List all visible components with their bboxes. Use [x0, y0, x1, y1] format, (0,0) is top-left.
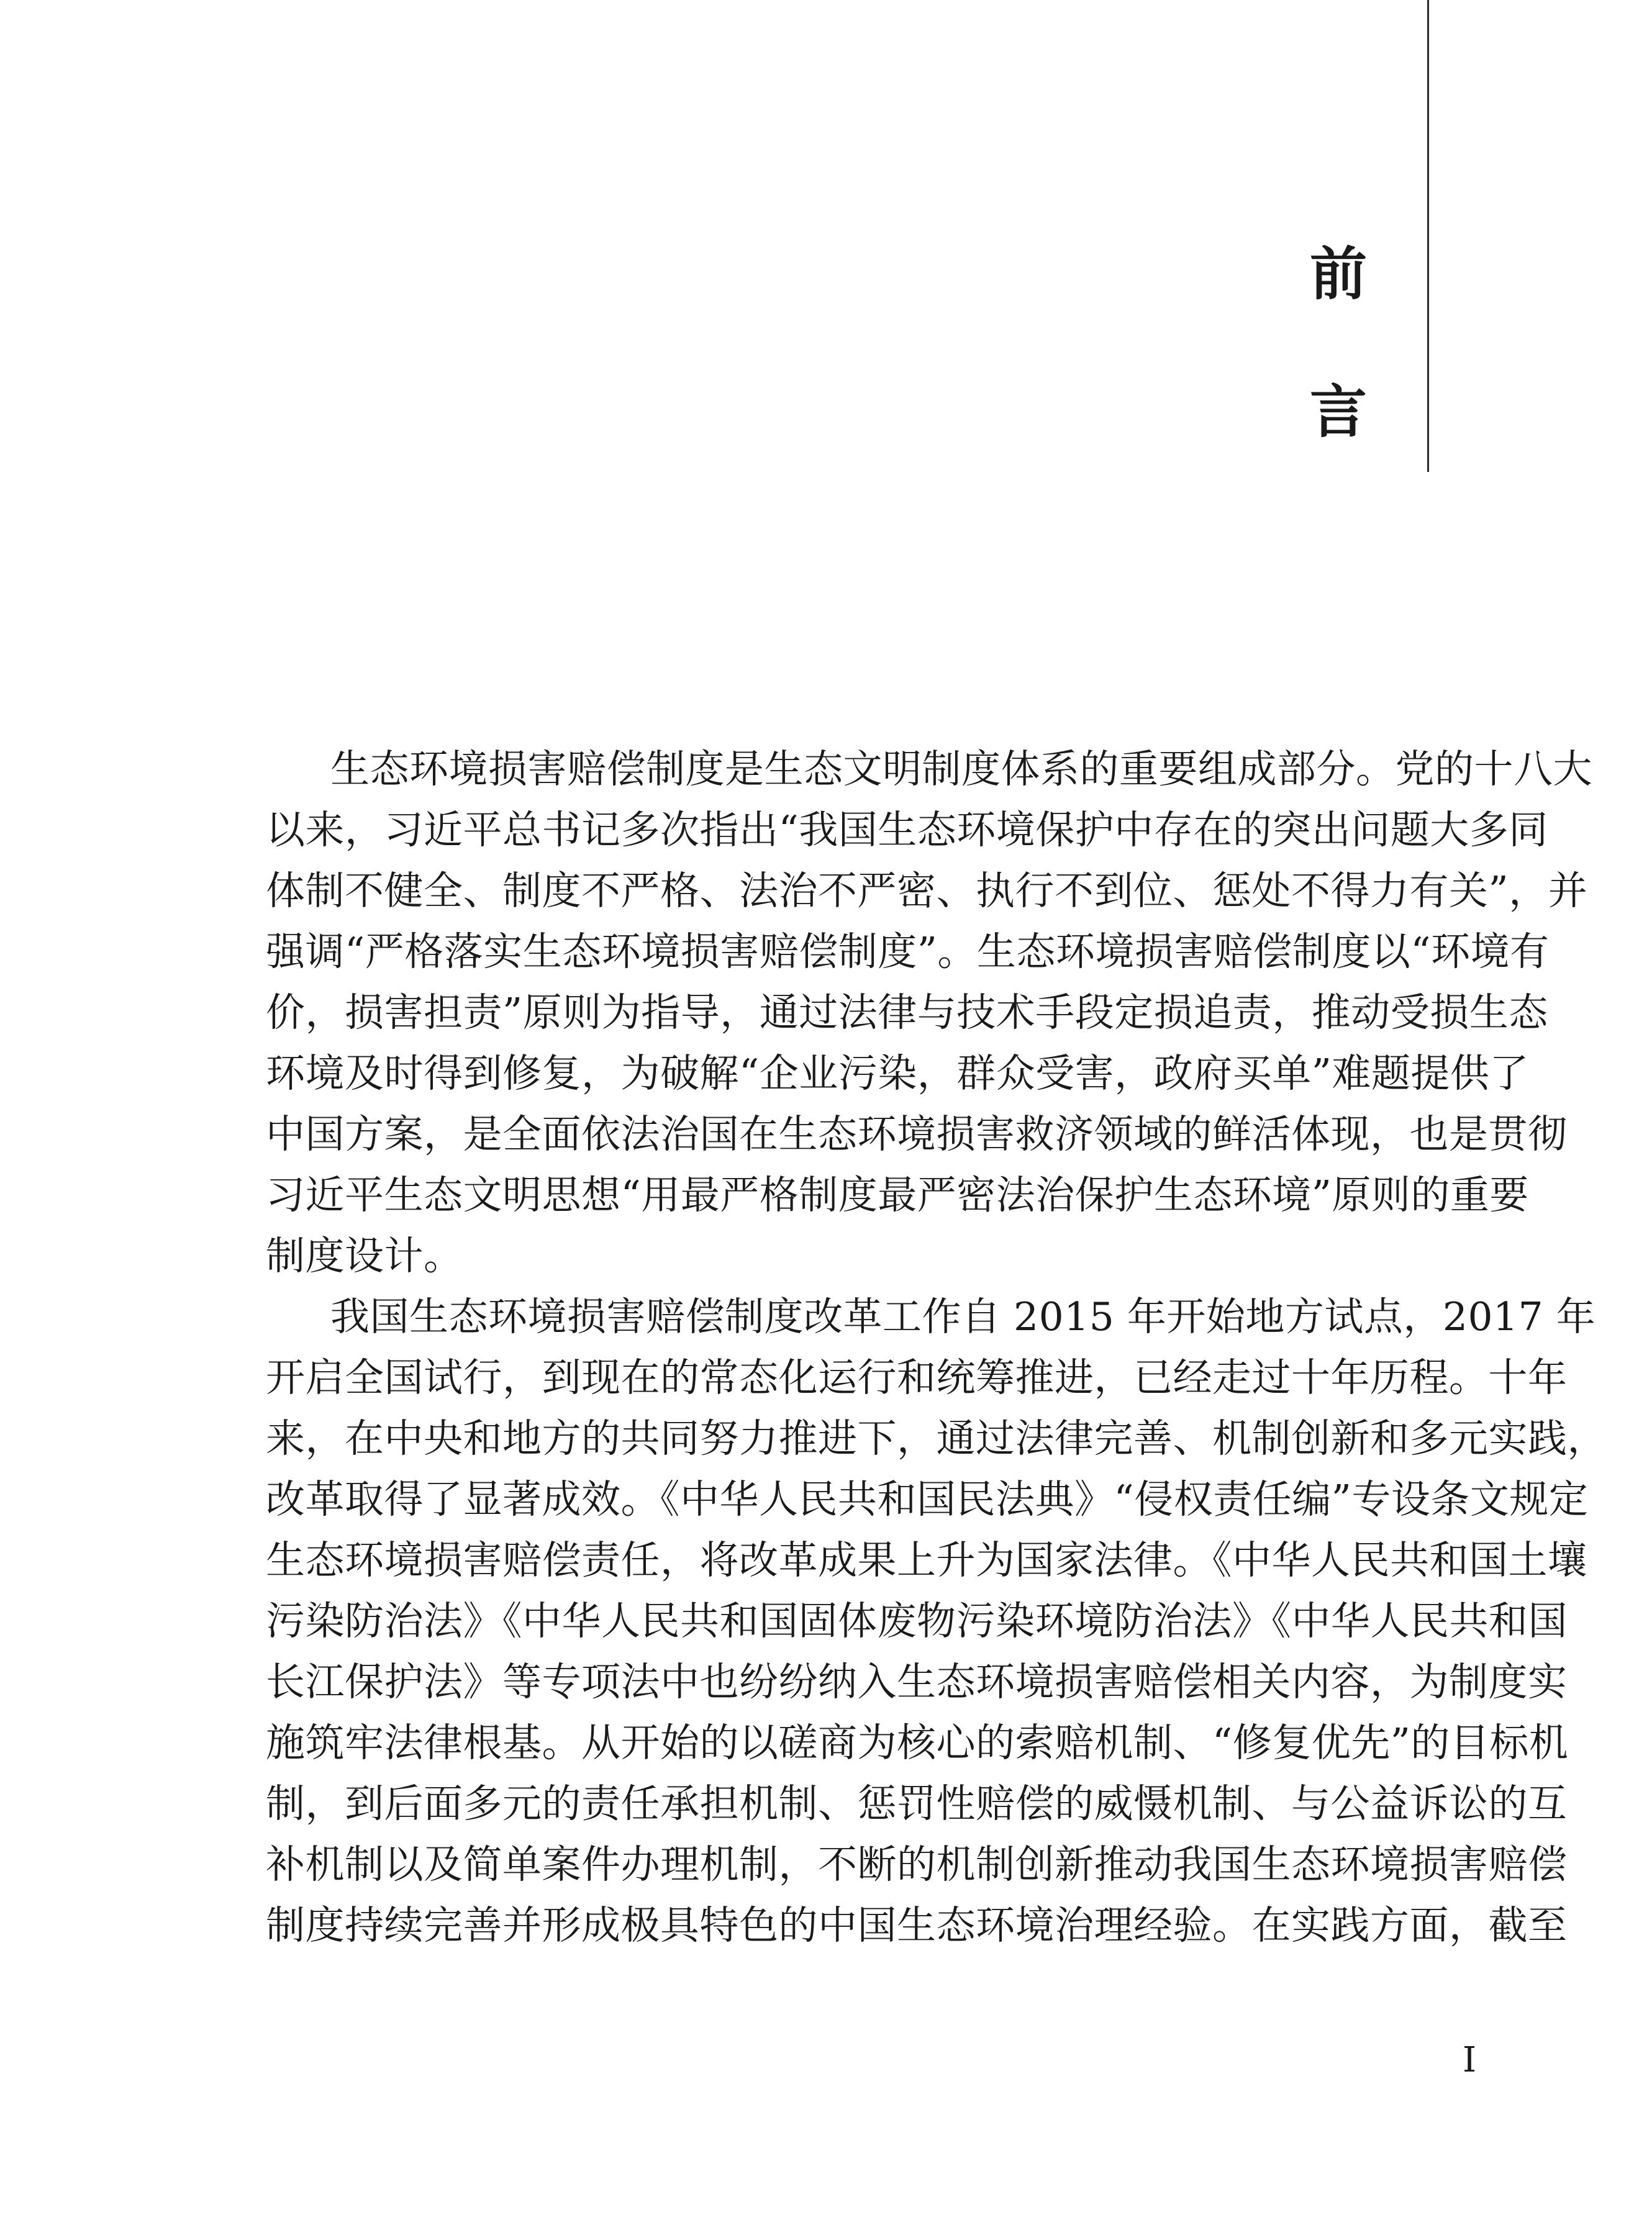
text-line: 习近平生态文明思想“用最严格制度最严密法治保护生态环境”原则的重要 — [266, 1172, 1529, 1218]
paragraph-1 — [266, 739, 1592, 1287]
text-line: 施筑牢法律根基。从开始的以磋商为核心的索赔机制、“修复优先”的目标机 — [266, 1720, 1569, 1765]
text-line: 制度设计。 — [266, 1233, 463, 1279]
text-line: 长江保护法》等专项法中也纷纷纳入生态环境损害赔偿相关内容，为制度实 — [266, 1659, 1568, 1705]
text-line: 制，到后面多元的责任承担机制、惩罚性赔偿的威慑机制、与公益诉讼的互 — [266, 1781, 1568, 1826]
text-line: 来，在中央和地方的共同努力推进下，通过法律完善、机制创新和多元实践， — [266, 1416, 1607, 1461]
text-line: 强调“严格落实生态环境损害赔偿制度”。生态环境损害赔偿制度以“环境有 — [266, 929, 1550, 974]
text-line: 中国方案，是全面依法治国在生态环境损害救济领域的鲜活体现，也是贯彻 — [266, 1112, 1568, 1157]
text-line: 生态环境损害赔偿制度是生态文明制度体系的重要组成部分。党的十八大 — [330, 746, 1592, 792]
title-char-2: 言 — [1309, 378, 1367, 445]
vertical-rule — [1427, 0, 1429, 472]
text-line: 补机制以及简单案件办理机制，不断的机制创新推动我国生态环境损害赔偿 — [266, 1842, 1568, 1887]
body-text — [266, 739, 1607, 1956]
text-line: 改革取得了显著成效。《中华人民共和国民法典》“侵权责任编”专设条文规定 — [266, 1477, 1589, 1522]
text-line: 体制不健全、制度不严格、法治不严密、执行不到位、惩处不得力有关”，并 — [266, 868, 1588, 913]
text-line: 生态环境损害赔偿责任，将改革成果上升为国家法律。《中华人民共和国土壤 — [266, 1538, 1587, 1583]
text-line: 我国生态环境损害赔偿制度改革工作自 2015 年开始地方试点，2017 年 — [330, 1294, 1596, 1339]
text-line: 价，损害担责”原则为指导，通过法律与技术手段定损追责，推动受损生态 — [266, 990, 1548, 1035]
chapter-title — [1304, 240, 1373, 445]
text-line: 污染防治法》《中华人民共和国固体废物污染环境防治法》《中华人民共和国 — [266, 1598, 1568, 1644]
title-char-1: 前 — [1309, 240, 1367, 307]
text-line: 环境及时得到修复，为破解“企业污染，群众受害，政府买单”难题提供了 — [266, 1051, 1529, 1096]
paragraph-2 — [266, 1287, 1607, 1956]
text-line: 以来，习近平总书记多次指出“我国生态环境保护中存在的突出问题大多同 — [266, 807, 1548, 853]
page-number: I — [1463, 2040, 1477, 2080]
text-line: 开启全国试行，到现在的常态化运行和统筹推进，已经走过十年历程。十年 — [266, 1355, 1568, 1400]
text-line: 制度持续完善并形成极具特色的中国生态环境治理经验。在实践方面，截至 — [266, 1903, 1568, 1948]
